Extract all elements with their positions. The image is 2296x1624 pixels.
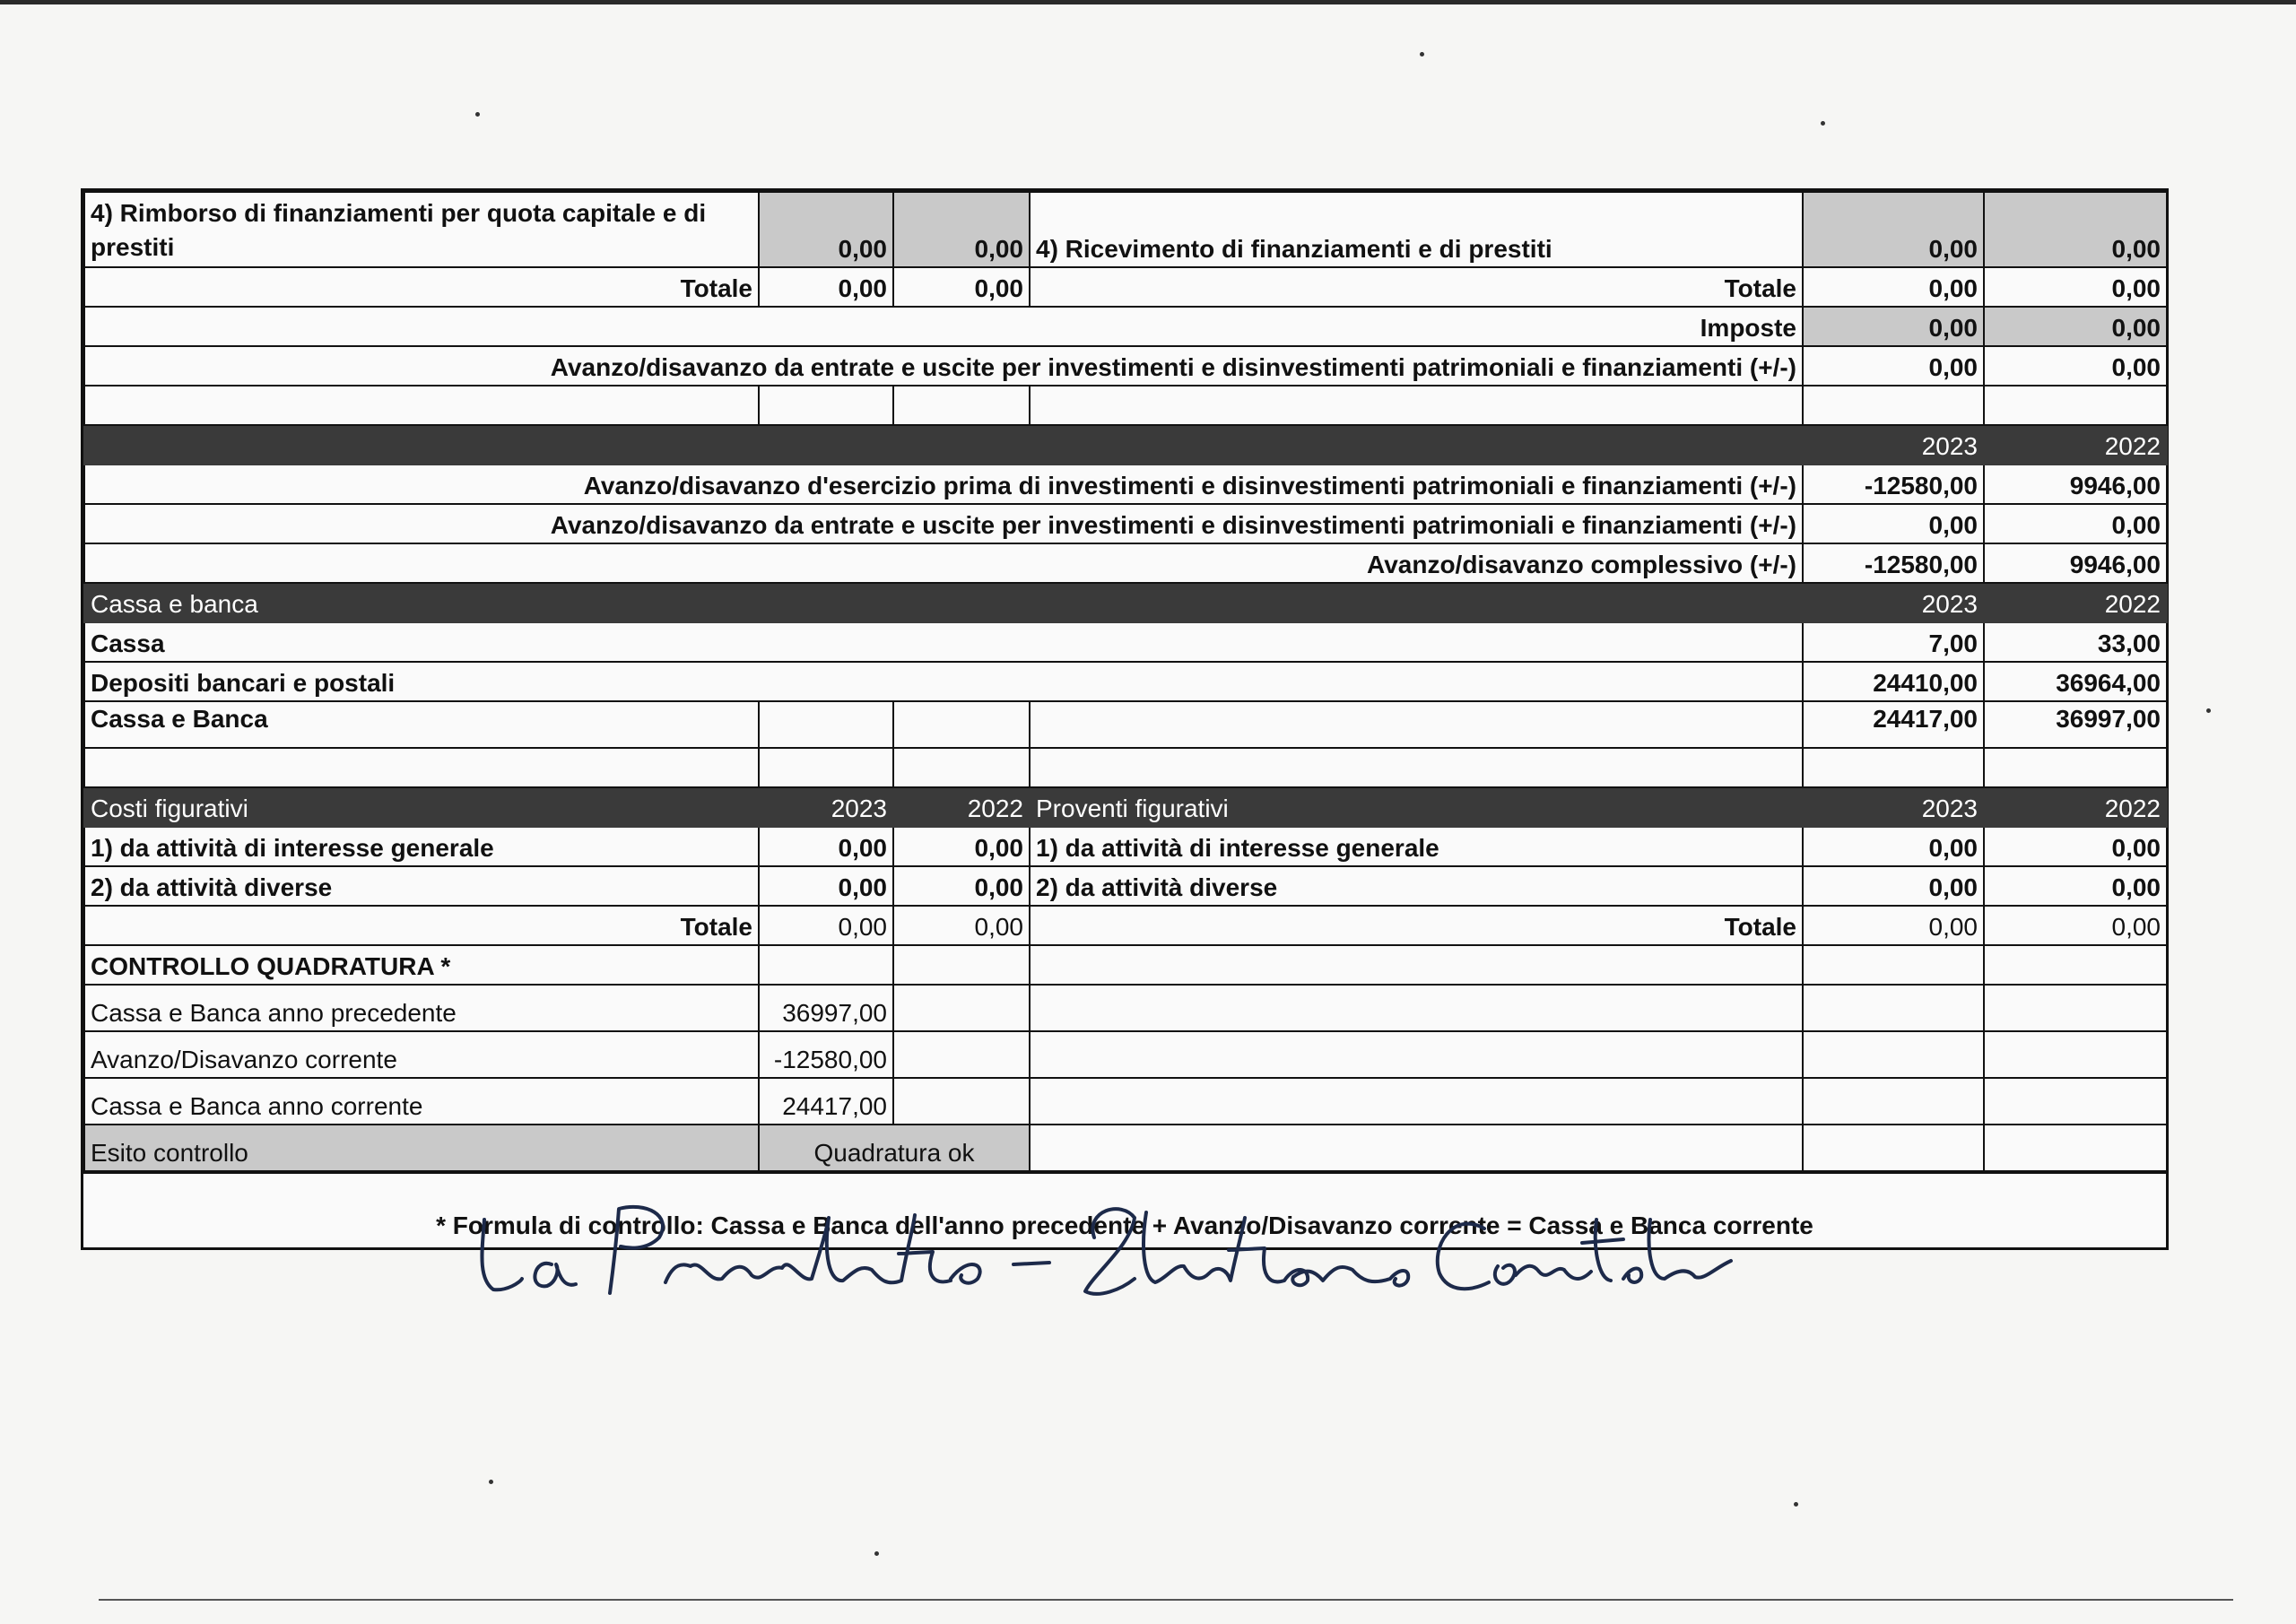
proventi-attivita-diverse-label: 2) da attività diverse [1030, 866, 1803, 906]
imposte-label: Imposte [84, 307, 1803, 346]
avanzo-investimenti-2022: 0,00 [1984, 346, 2167, 386]
rimborso-finanziamenti-label: 4) Rimborso di finanziamenti per quota capitale e di prestiti [84, 192, 759, 267]
riepilogo-year-2023: 2023 [1803, 425, 1984, 465]
cassa-2023: 7,00 [1803, 622, 1984, 662]
costi-interesse-generale-label: 1) da attività di interesse generale [84, 827, 759, 866]
table-row [84, 465, 2167, 504]
table-row [84, 827, 2167, 866]
controllo-quadratura-title: CONTROLLO QUADRATURA * [84, 945, 759, 985]
cassa-banca-2022: 36997,00 [1984, 701, 2167, 748]
scan-edge-bottom [99, 1599, 2233, 1601]
cassa-banca-2023: 24417,00 [1803, 701, 1984, 748]
ricevimento-finanziamenti-label: 4) Ricevimento di finanziamenti e di prestiti [1030, 192, 1803, 267]
table-row [84, 192, 2167, 267]
proventi-year-2022: 2022 [1984, 787, 2167, 827]
avanzo-esercizio-label: Avanzo/disavanzo d'esercizio prima di investimenti e disinvestimenti patrimoniali e finanziamenti (+/-) [84, 465, 1803, 504]
proventi-attivita-diverse-2023: 0,00 [1803, 866, 1984, 906]
financial-table [83, 191, 2168, 1172]
depositi-label: Depositi bancari e postali [84, 662, 1803, 701]
totale-uscite-label: Totale [84, 267, 759, 307]
table-row [84, 307, 2167, 346]
spacer-row [84, 386, 2167, 425]
totale-entrate-label: Totale [1030, 267, 1803, 307]
depositi-2022: 36964,00 [1984, 662, 2167, 701]
depositi-2023: 24410,00 [1803, 662, 1984, 701]
scan-edge-top [0, 0, 2296, 4]
totale-uscite-2023: 0,00 [759, 267, 893, 307]
avanzo-esercizio-2022: 9946,00 [1984, 465, 2167, 504]
table-row [84, 701, 2167, 748]
proventi-attivita-diverse-2022: 0,00 [1984, 866, 2167, 906]
proventi-figurativi-header: Proventi figurativi [1030, 787, 1803, 827]
riepilogo-header-row [84, 425, 2167, 465]
scan-speck [489, 1480, 493, 1484]
esito-controllo-label: Esito controllo [84, 1125, 759, 1171]
totale-uscite-2022: 0,00 [893, 267, 1030, 307]
scan-speck [1420, 52, 1424, 56]
spacer-row [84, 748, 2167, 787]
handwritten-signature [466, 1193, 1740, 1309]
costi-year-2022: 2022 [893, 787, 1030, 827]
avanzo-inv-riepilogo-2022: 0,00 [1984, 504, 2167, 543]
costi-attivita-diverse-label: 2) da attività diverse [84, 866, 759, 906]
cassa-banca-precedente-label: Cassa e Banca anno precedente [84, 985, 759, 1031]
table-row [84, 945, 2167, 985]
table-row [84, 622, 2167, 662]
scan-speck [475, 112, 480, 117]
scan-speck [1794, 1502, 1798, 1507]
totale-entrate-2022: 0,00 [1984, 267, 2167, 307]
avanzo-investimenti-label: Avanzo/disavanzo da entrate e uscite per investimenti e disinvestimenti patrimoniali e finanziamenti (+/-) [84, 346, 1803, 386]
riepilogo-year-2022: 2022 [1984, 425, 2167, 465]
scan-speck [1821, 121, 1825, 126]
proventi-totale-2023: 0,00 [1803, 906, 1984, 945]
avanzo-complessivo-label: Avanzo/disavanzo complessivo (+/-) [84, 543, 1803, 583]
cassa-banca-label: Cassa e Banca [84, 701, 759, 748]
avanzo-inv-riepilogo-label: Avanzo/disavanzo da entrate e uscite per investimenti e disinvestimenti patrimoniali e finanziamenti (+/-) [84, 504, 1803, 543]
cassa-header: Cassa e banca [84, 583, 1803, 622]
table-row [84, 985, 2167, 1031]
financial-statement-sheet [81, 188, 2169, 1250]
costi-totale-2023: 0,00 [759, 906, 893, 945]
cassa-label: Cassa [84, 622, 1803, 662]
esito-controllo-value: Quadratura ok [759, 1125, 1030, 1171]
costi-attivita-diverse-2023: 0,00 [759, 866, 893, 906]
proventi-interesse-generale-2023: 0,00 [1803, 827, 1984, 866]
cassa-banca-corrente-label: Cassa e Banca anno corrente [84, 1078, 759, 1125]
ricevimento-2022: 0,00 [1984, 192, 2167, 267]
table-row [84, 906, 2167, 945]
scan-speck [2206, 708, 2211, 713]
table-row [84, 543, 2167, 583]
table-row [84, 1031, 2167, 1078]
costi-interesse-generale-2023: 0,00 [759, 827, 893, 866]
costi-totale-2022: 0,00 [893, 906, 1030, 945]
imposte-2022: 0,00 [1984, 307, 2167, 346]
rimborso-2022: 0,00 [893, 192, 1030, 267]
costi-attivita-diverse-2022: 0,00 [893, 866, 1030, 906]
cassa-banca-precedente-value: 36997,00 [759, 985, 893, 1031]
table-row [84, 346, 2167, 386]
table-row [84, 1125, 2167, 1171]
costi-year-2023: 2023 [759, 787, 893, 827]
rimborso-2023: 0,00 [759, 192, 893, 267]
table-row [84, 866, 2167, 906]
cassa-year-2022: 2022 [1984, 583, 2167, 622]
costi-totale-label: Totale [84, 906, 759, 945]
avanzo-complessivo-2022: 9946,00 [1984, 543, 2167, 583]
avanzo-complessivo-2023: -12580,00 [1803, 543, 1984, 583]
proventi-interesse-generale-label: 1) da attività di interesse generale [1030, 827, 1803, 866]
figurativi-header-row [84, 787, 2167, 827]
avanzo-corrente-label: Avanzo/Disavanzo corrente [84, 1031, 759, 1078]
table-row [84, 1078, 2167, 1125]
avanzo-inv-riepilogo-2023: 0,00 [1803, 504, 1984, 543]
imposte-2023: 0,00 [1803, 307, 1984, 346]
riepilogo-header [84, 425, 1803, 465]
totale-entrate-2023: 0,00 [1803, 267, 1984, 307]
cassa-2022: 33,00 [1984, 622, 2167, 662]
avanzo-investimenti-2023: 0,00 [1803, 346, 1984, 386]
costi-interesse-generale-2022: 0,00 [893, 827, 1030, 866]
table-row [84, 662, 2167, 701]
table-row [84, 504, 2167, 543]
costi-figurativi-header: Costi figurativi [84, 787, 759, 827]
proventi-year-2023: 2023 [1803, 787, 1984, 827]
proventi-totale-2022: 0,00 [1984, 906, 2167, 945]
formula-footnote: * Formula di controllo: Cassa e Banca dell'anno precedente + Avanzo/Disavanzo corrente = Cassa e Banca corrente [83, 1172, 2166, 1247]
ricevimento-2023: 0,00 [1803, 192, 1984, 267]
proventi-interesse-generale-2022: 0,00 [1984, 827, 2167, 866]
proventi-totale-label: Totale [1030, 906, 1803, 945]
cassa-banca-corrente-value: 24417,00 [759, 1078, 893, 1125]
avanzo-corrente-value: -12580,00 [759, 1031, 893, 1078]
scan-speck [874, 1551, 879, 1556]
table-row [84, 267, 2167, 307]
cassa-year-2023: 2023 [1803, 583, 1984, 622]
avanzo-esercizio-2023: -12580,00 [1803, 465, 1984, 504]
cassa-header-row [84, 583, 2167, 622]
